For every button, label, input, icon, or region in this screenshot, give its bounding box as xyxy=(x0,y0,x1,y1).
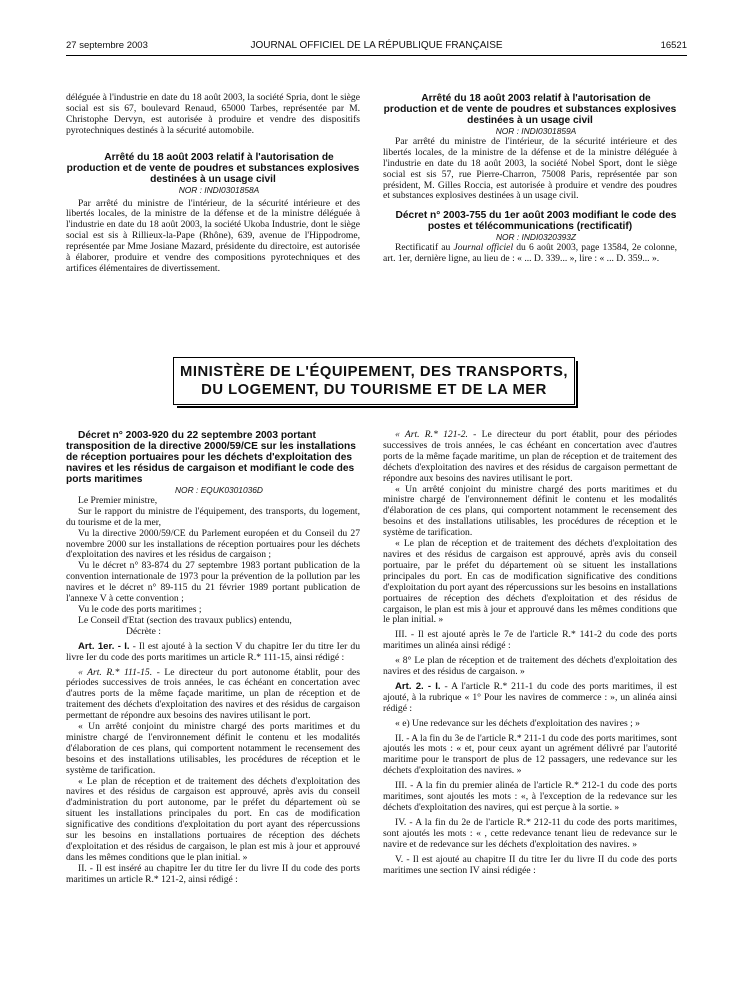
paragraph: « Le plan de réception et de traitement des déchets d'exploitation des navires et des résidus de cargaison est approuvé, après avis du conseil portuaire, par le préfet du département où se situent les installations principales du port. En cas de modification significative des conditions d'exploitation du port ayant des répercussions sur les besoins en installations portuaires de réception des déchets d'exploitation et des résidus de cargaison, le plan est mis à jour et approuvé dans les mêmes conditions que le plan initial. » xyxy=(383,538,677,626)
arrete-nor: NOR : INDI0301858A xyxy=(178,184,260,195)
paragraph: « Le plan de réception et de traitement des déchets d'exploitation des navires et des résidus de cargaison est approuvé, après avis du conseil d'administration du port autonome, par le préfet du département où se situent les installations principales du port. En cas de modification significative des conditions d'exploitation du port ayant des répercussions sur les besoins en installations portuaires de réception des déchets d'exploitation et des résidus de cargaison, le plan est mis à jour et approuvé dans les mêmes conditions que le plan initial. » xyxy=(66,775,360,863)
article-2: Art. 2. - I. - A l'article R.* 211-1 du code des ports maritimes, il est ajouté, à la rubrique « 1° Pour les navires de commerce : », un alinéa ainsi rédigé : xyxy=(383,680,678,714)
preamble-line: Le Conseil d'Etat (section des travaux publics) entendu, xyxy=(78,614,292,626)
article-r111-15: « Art. R.* 111-15. - Le directeur du port autonome établit, pour des périodes successives de trois années, le cas échéant en concertation avec d'autres ports de la même façade maritime, un plan de réception et de traitement des déchets d'exploitation des navires et des résidus de cargaison permettant de répondre aux besoins des navires utilisant le port. xyxy=(66,666,360,722)
page-header xyxy=(66,40,687,56)
article-1: Art. 1er. - I. - Il est ajouté à la section V du chapitre Ier du titre Ier du livre Ier du code des ports maritimes un article R.* 111-15, ainsi rédigé : xyxy=(66,640,360,663)
paragraph: II. - A la fin du 3e de l'article R.* 211-1 du code des ports maritimes, sont ajoutés les mots : « et, pour ceux ayant un agrément délivré par l'autorité maritime pour le transport de plus de 12 passagers, une redevance sur les déchets d'exploitation des navires. » xyxy=(383,732,677,777)
preamble-line: Vu la directive 2000/59/CE du Parlement européen et du Conseil du 27 novembre 2000 sur les installations de réception portuaires pour les déchets d'exploitation des navires et les résidus de cargaison ; xyxy=(66,527,360,561)
preamble-line: Vu le décret n° 83-874 du 27 septembre 1983 portant publication de la convention internationale de 1973 pour la prévention de la pollution par les navires et le décret n° 89-115 du 21 février 1989 portant publication de l'annexe V à cette convention ; xyxy=(66,560,360,605)
decret-title: Décret n° 2003-920 du 22 septembre 2003 portant transposition de la directive 2000/59/CE sur les installations de réception portuaires pour les déchets d'exploitation des navires et les résidus de cargaison et modifiant le code des ports maritimes xyxy=(66,430,356,485)
paragraph: V. - Il est ajouté au chapitre II du titre Ier du livre II du code des ports maritimes une section IV ainsi rédigée : xyxy=(383,853,677,876)
paragraph: « e) Une redevance sur les déchets d'exploitation des navires ; » xyxy=(395,717,640,729)
decret-rectif-nor: NOR : INDI0320393Z xyxy=(495,232,577,243)
decret-right-column xyxy=(383,430,677,876)
paragraph: IV. - A la fin du 2e de l'article R.* 212-11 du code des ports maritimes, sont ajoutés les mots : « , cette redevance tenant lieu de redevance sur le navire et de redevance sur les déchets d'exploitation des navires. » xyxy=(383,816,677,850)
arrete-body: Par arrêté du ministre de l'intérieur, de la sécurité intérieure et des libertés locales, de la ministre de la défense et de la ministre déléguée à l'industrie en date du 18 août 2003, la société Nobel Sport, dont le siège social est sis 57, rue Pierre-Charron, 75008 Paris, représentée par son président, M. Gilles Roccia, est autorisée à produire et vendre des poudres et substances explosives destinées à un usage civil. xyxy=(383,135,677,202)
paragraph: III. - A la fin du premier alinéa de l'article R.* 212-1 du code des ports maritimes, sont ajoutés les mots : «, à l'exception de la redevance sur les déchets d'exploitation des navires, qui est perçue à la sortie. » xyxy=(383,780,677,813)
page-number: 16521 xyxy=(660,40,687,51)
preamble-line: Vu le code des ports maritimes ; xyxy=(78,603,202,615)
paragraph: « Un arrêté conjoint du ministre chargé des ports maritimes et du ministre chargé de l'environnement définit le contenu et les modalités d'élaboration de ces plans, qui comportent notamment le recensement des besoins et des installations utilisables, les procédures de réception et le système de tarification. xyxy=(66,721,360,776)
journal-title: JOURNAL OFFICIEL DE LA RÉPUBLIQUE FRANÇAISE xyxy=(250,40,503,51)
decret-rectif-title: Décret n° 2003-755 du 1er août 2003 modifiant le code des postes et télécommunications (rectificatif) xyxy=(395,210,677,233)
continuation-text: déléguée à l'industrie en date du 18 août 2003, la société Spria, dont le siège social est sis 67, boulevard Renaud, 65000 Tarbes, représentée par M. Christophe Dervyn, est autorisée à produire et vendre des dispositifs pyrotechniques destinés à la sécurité automobile. xyxy=(66,92,360,136)
decrete: Décrète : xyxy=(126,625,161,637)
preamble-line: Le Premier ministre, xyxy=(78,494,158,506)
paragraph: « 8° Le plan de réception et de traitement des déchets d'exploitation des navires et des résidus de cargaison. » xyxy=(383,655,677,678)
arrete-nor: NOR : INDI0301859A xyxy=(495,126,577,136)
ministry-line-2: DU LOGEMENT, DU TOURISME ET DE LA MER xyxy=(201,382,547,398)
header-rule xyxy=(66,55,687,56)
arrete-body: Par arrêté du ministre de l'intérieur, de la sécurité intérieure et des libertés locales, de la ministre de la défense et de la ministre déléguée à l'industrie en date du 18 août 2003, la société Ukoba Industrie, dont le siège social est sis à Rillieux-la-Pape (Rhône), 639, avenue de l'Hippodrome, représentée par Mme Josiane Mazard, présidente du directoire, est autorisée à élaborer, produire et vendre des compositions pyrotechniques et des artifices élémentaires de divertissement. xyxy=(66,197,360,274)
paragraph: « Un arrêté conjoint du ministre chargé des ports maritimes et du ministre chargé de l'environnement définit le contenu et les modalités d'élaboration de ces plans, qui comportent notamment le recensement des besoins et des installations utilisables, les procédures de réception et le système de tarification. xyxy=(383,483,677,539)
preamble-line: Sur le rapport du ministre de l'équipement, des transports, du logement, du tourisme et de la mer, xyxy=(66,505,360,528)
rectificatif-text: Rectificatif au Journal officiel du 6 août 2003, page 13584, 2e colonne, art. 1er, dernière ligne, au lieu de : « ... D. 339... », lire : « ... D. 359... ». xyxy=(383,242,677,265)
decret-nor: NOR : EQUK0301036D xyxy=(175,485,263,495)
paragraph: II. - Il est inséré au chapitre Ier du titre Ier du livre II du code des ports maritimes un article R.* 121-2, ainsi rédigé : xyxy=(66,862,360,885)
ministry-heading xyxy=(173,357,575,405)
article-r121-2: « Art. R.* 121-2. - Le directeur du port établit, pour des périodes successives de trois années, le cas échéant en concertation avec d'autres ports de la même façade maritime, un plan de réception et de traitement des déchets d'exploitation des navires et des résidus de cargaison permettant de répondre aux besoins des navires utilisant le port. xyxy=(383,429,677,484)
ministry-line-1: MINISTÈRE DE L'ÉQUIPEMENT, DES TRANSPORTS, xyxy=(180,364,568,380)
arrete-title: Arrêté du 18 août 2003 relatif à l'autorisation de production et de vente de poudres et substances explosives destinées à un usage civil xyxy=(383,93,677,126)
header-date: 27 septembre 2003 xyxy=(66,40,148,51)
arrete-title: Arrêté du 18 août 2003 relatif à l'autorisation de production et de vente de poudres et substances explosives destinées à un usage civil xyxy=(66,151,360,185)
top-left-column xyxy=(66,93,360,275)
paragraph: III. - Il est ajouté après le 7e de l'article R.* 141-2 du code des ports maritimes un alinéa ainsi rédigé : xyxy=(383,629,677,652)
decret-left-column xyxy=(66,430,360,886)
top-right-column xyxy=(383,93,677,265)
